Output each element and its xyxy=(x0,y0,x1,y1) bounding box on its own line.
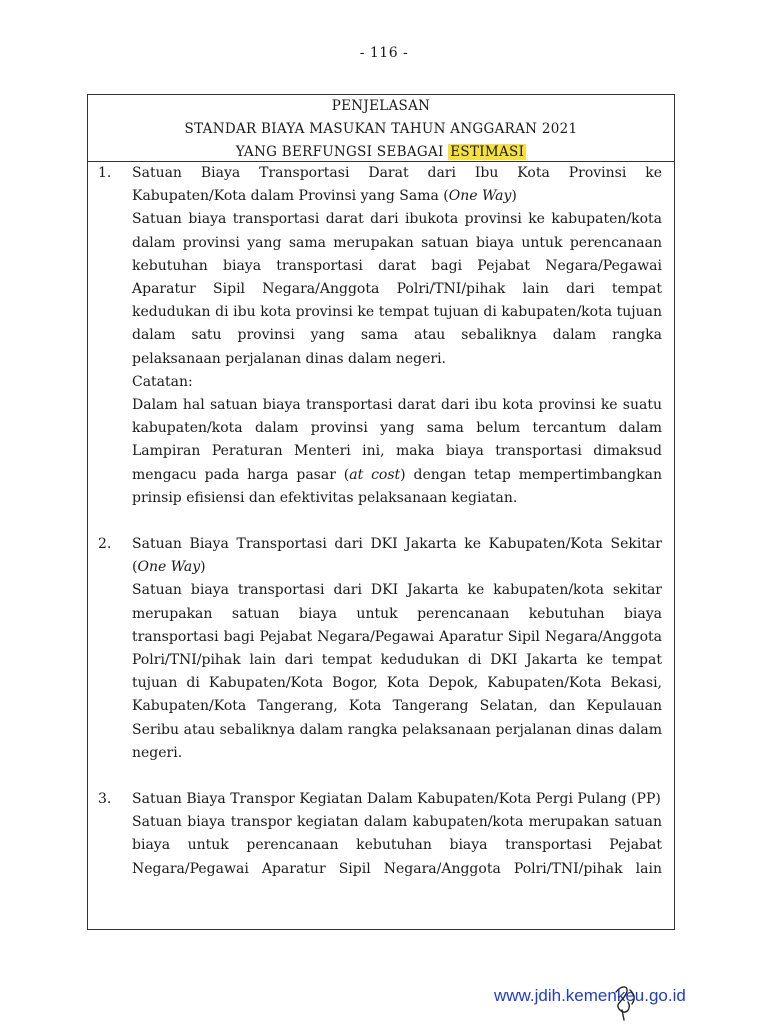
list-item xyxy=(88,162,674,510)
note-body: Dalam hal satuan biaya transportasi darat dari ibu kota provinsi ke suatu kabupaten/kota dalam provinsi yang sama belum tercantum dalam Lampiran Peraturan Menteri ini, maka biaya transportasi dimaksud mengacu pada harga pasar (at cost) dengan tetap mempertimbangkan prinsip efisiensi dan efektivitas pelaksanaan kegiatan. xyxy=(132,397,662,506)
header-line3-prefix: YANG BERFUNGSI SEBAGAI xyxy=(235,144,444,160)
highlighted-text: ESTIMASI xyxy=(450,144,525,160)
item-number: 3. xyxy=(98,791,112,808)
header-line3 xyxy=(88,141,674,164)
note-label: Catatan: xyxy=(132,373,193,390)
item-title: Satuan Biaya Transportasi Darat dari Ibu Kota Provinsi ke xyxy=(132,165,662,181)
item-title: Satuan Biaya Transportasi dari DKI Jakarta ke Kabupaten/Kota Sekitar (One Way) xyxy=(132,536,662,576)
item-title-continued: Kabupaten/Kota dalam Provinsi yang Sama (One Way) xyxy=(132,188,517,205)
item-number: 1. xyxy=(98,165,112,181)
item-title: Satuan Biaya Transpor Kegiatan Dalam Kabupaten/Kota Pergi Pulang (PP) xyxy=(132,791,661,808)
item-body: Satuan biaya transportasi darat dari ibukota provinsi ke kabupaten/kota dalam provinsi yang sama merupakan satuan biaya untuk perencanaan kebutuhan biaya transportasi darat bagi Pejabat Negara/Pegawai Aparatur Sipil Negara/Anggota Polri/TNI/pihak lain dari tempat kedudukan di ibu kota provinsi ke tempat tujuan di kabupaten/kota tujuan dalam satu provinsi yang sama atau sebaliknya dalam rangka pelaksanaan perjalanan dinas dalam negeri. xyxy=(132,211,662,367)
item-number: 2. xyxy=(98,536,112,553)
signature-initials xyxy=(608,980,644,1022)
item-body: Satuan biaya transpor kegiatan dalam kabupaten/kota merupakan satuan biaya untuk perencanaan kebutuhan biaya transportasi Pejabat Negara/Pegawai Aparatur Sipil Negara/Anggota Polri/TNI/pihak lain xyxy=(132,814,662,877)
list-item xyxy=(88,533,674,765)
document-header xyxy=(88,95,674,162)
page-number: - 116 - xyxy=(359,45,409,61)
item-body: Satuan biaya transportasi dari DKI Jakarta ke kabupaten/kota sekitar merupakan satuan biaya untuk perencanaan kebutuhan biaya transportasi bagi Pejabat Negara/Pegawai Aparatur Sipil Negara/Anggota Polri/TNI/pihak lain dari tempat kedudukan di DKI Jakarta ke tempat tujuan di Kabupaten/Kota Bogor, Kota Depok, Kabupaten/Kota Bekasi, Kabupaten/Kota Tangerang, Kota Tangerang Selatan, dan Kepulauan Seribu atau sebaliknya dalam rangka pelaksanaan perjalanan dinas dalam negeri. xyxy=(132,582,662,761)
jdih-website-link[interactable]: www.jdih.kemenkeu.go.id xyxy=(494,986,686,1005)
list-item xyxy=(88,788,674,881)
header-title: PENJELASAN xyxy=(331,98,431,114)
document-table xyxy=(87,94,675,930)
header-subtitle: STANDAR BIAYA MASUKAN TAHUN ANGGARAN 2021 xyxy=(184,121,578,137)
